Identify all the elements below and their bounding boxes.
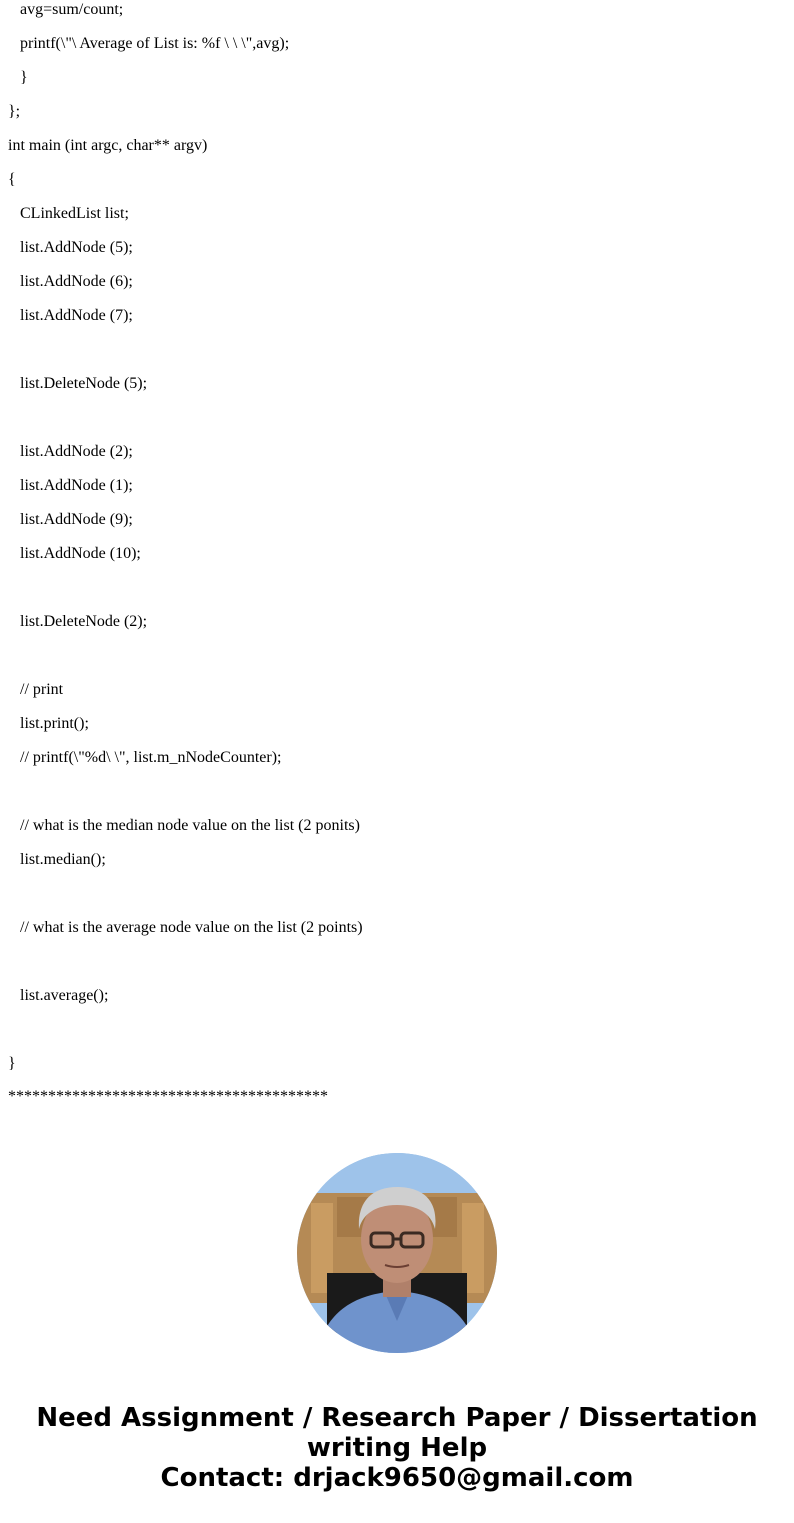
code-line: list.median(); (20, 851, 106, 868)
code-line: int main (int argc, char** argv) (8, 137, 208, 154)
code-line: avg=sum/count; (20, 1, 124, 18)
code-line: } (20, 69, 28, 86)
code-line (8, 877, 788, 911)
code-line (8, 333, 788, 367)
code-line (8, 639, 788, 673)
author-avatar (297, 1153, 497, 1353)
code-line (8, 401, 788, 435)
code-line: list.AddNode (2); (20, 443, 133, 460)
banner-line-3: Contact: drjack9650@gmail.com (160, 1463, 634, 1493)
code-line: list.DeleteNode (2); (20, 613, 148, 630)
code-line: } (8, 1055, 16, 1072)
code-line: list.AddNode (6); (20, 273, 133, 290)
code-line: list.DeleteNode (5); (20, 375, 148, 392)
code-line: printf(\"\ Average of List is: %f \ \ \",avg); (20, 35, 290, 52)
code-line: list.print(); (20, 715, 89, 732)
code-line: list.AddNode (9); (20, 511, 133, 528)
code-line: list.average(); (20, 987, 109, 1004)
code-line: // print (20, 681, 64, 698)
code-line (8, 945, 788, 979)
code-line: list.AddNode (7); (20, 307, 133, 324)
code-line: CLinkedList list; (20, 205, 129, 222)
code-listing (8, 0, 788, 1081)
code-line: list.AddNode (1); (20, 477, 133, 494)
banner-line-2: writing Help (306, 1433, 488, 1463)
code-line: list.AddNode (5); (20, 239, 133, 256)
author-photo-icon (297, 1153, 497, 1353)
code-line: }; (8, 103, 21, 120)
banner-line-1: Need Assignment / Research Paper / Dissertation (36, 1403, 758, 1433)
code-line (8, 1013, 788, 1047)
code-line: // printf(\"%d\ \", list.m_nNodeCounter); (20, 749, 282, 766)
code-line (8, 571, 788, 605)
code-line: // what is the median node value on the list (2 ponits) (20, 817, 360, 834)
contact-banner (0, 1403, 794, 1493)
code-line: list.AddNode (10); (20, 545, 141, 562)
code-line: { (8, 171, 16, 188)
code-line: // what is the average node value on the list (2 points) (20, 919, 363, 936)
code-line (8, 775, 788, 809)
separator-stars: **************************************** (8, 1088, 328, 1105)
